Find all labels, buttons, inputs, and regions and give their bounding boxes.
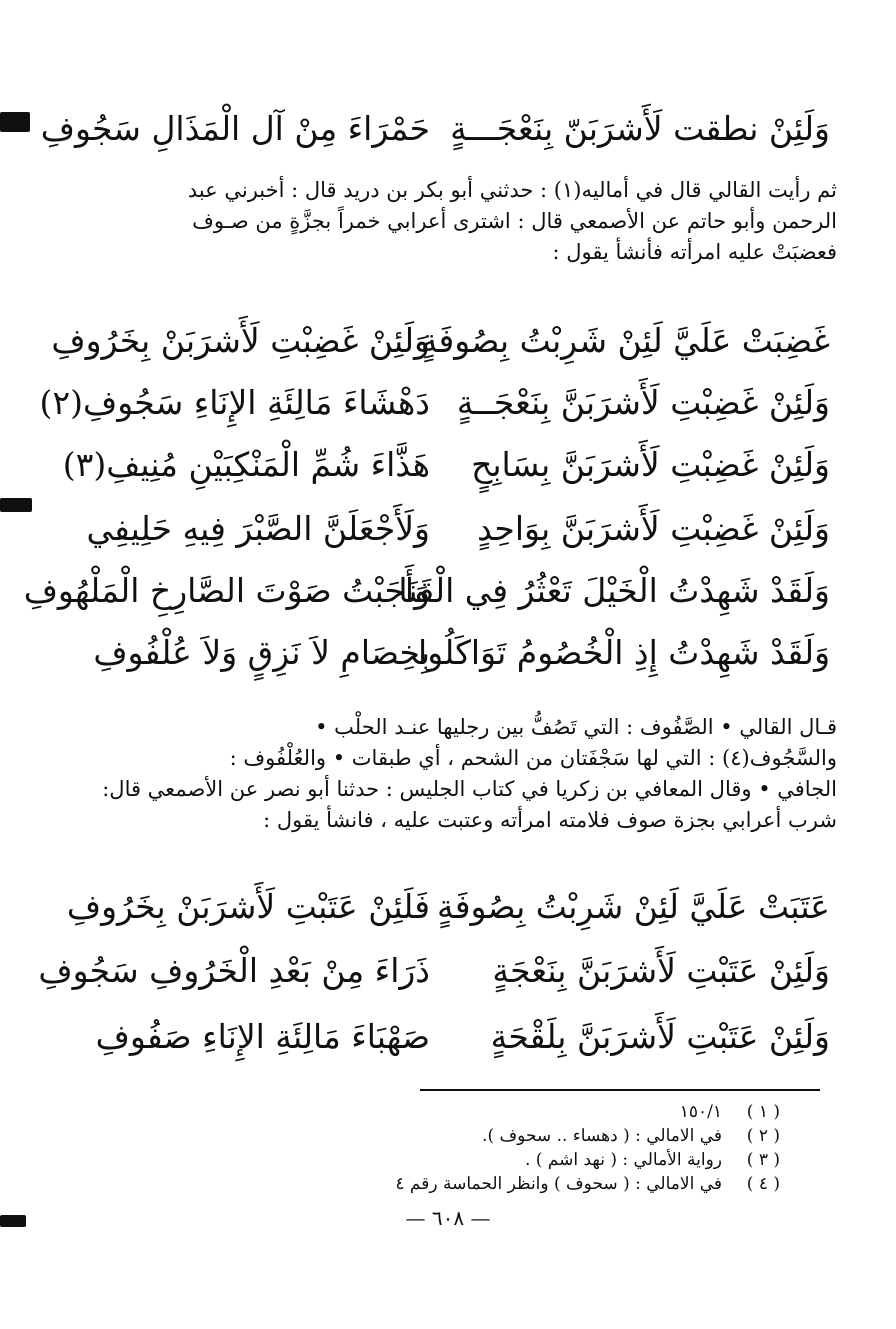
verse-first-hemistich: وَلَقَدْ شَهِدْتُ الْخَيْلَ تَعْثُرُ فِي الْقَنَا xyxy=(398,570,830,610)
poem1-verse-1 xyxy=(51,310,830,370)
poem2-verse-2 xyxy=(38,940,830,1000)
verse-first-hemistich: وَلَقَدْ شَهِدْتُ إِذِ الْخُصُومُ تَوَاكَلُوا xyxy=(418,632,830,672)
footnote-4 xyxy=(250,1172,780,1196)
verse-first-hemistich: وَلَئِنْ غَضِبْتِ لَأَشرَبَنَّ بِوَاحِدٍ xyxy=(477,508,830,548)
top-verse xyxy=(40,98,830,158)
footnote-text: في الامالي : ( سحوف ) وانظر الحماسة رقم ٤ xyxy=(395,1174,722,1194)
poem1-verse-2 xyxy=(39,372,830,432)
page-number: — ٦٠٨ — xyxy=(405,1206,491,1230)
verse-second-hemistich: هَذَّاءَ شُمِّ الْمَنْكِبَيْنِ مُنِيفِ(٣) xyxy=(62,444,430,484)
verse-first-hemistich: وَلَئِنْ غَضِبْتِ لَأَشرَبَنَّ بِنَعْجَــةٍ xyxy=(456,382,830,422)
verse-first-hemistich: عَتَبَتْ عَلَيَّ لَئِنْ شَرِبْتُ بِصُوفَةٍ xyxy=(437,886,830,926)
intro-paragraph xyxy=(92,175,837,268)
scan-mark-2 xyxy=(0,498,32,512)
prose-line: شرب أعرابي بجزة صوف فلامته امرأته وعتبت عليه ، فانشأ يقول : xyxy=(263,808,837,832)
verse-second-hemistich: حَمْرَاءَ مِنْ آل الْمَذَالِ سَجُوفِ xyxy=(40,108,430,148)
verse-second-hemistich: صَهْبَاءَ مَالِئَةِ الإِنَاءِ صَفُوفِ xyxy=(95,1016,430,1056)
poem2-verse-1 xyxy=(66,876,830,936)
footnotes xyxy=(250,1100,780,1196)
verse-second-hemistich: ذَرَاءَ مِنْ بَعْدِ الْخَرُوفِ سَجُوفِ xyxy=(38,950,430,990)
footnote-number: ( ١ ) xyxy=(746,1102,780,1122)
verse-second-hemistich: وَلَئِنْ غَضِبْتِ لَأَشرَبَنْ بِخَرُوفِ xyxy=(51,320,430,360)
footnote-number: ( ٢ ) xyxy=(746,1126,780,1146)
verse-first-hemistich: وَلَئِنْ عَتَبْتِ لَأَشرَبَنَّ بِلَقْحَةٍ xyxy=(490,1016,830,1056)
footnote-3 xyxy=(250,1148,780,1172)
verse-first-hemistich: غَضِبَتْ عَلَيَّ لَئِنْ شَرِبْتُ بِصُوفَةٍ xyxy=(420,320,830,360)
verse-first-hemistich: وَلَئِنْ غَضِبْتِ لَأَشرَبَنَّ بِسَابِحٍ xyxy=(471,444,830,484)
footnote-1 xyxy=(250,1100,780,1124)
footnote-text: رواية الأمالي : ( نهد اشم ) . xyxy=(524,1150,722,1170)
poem2-verse-3 xyxy=(95,1006,830,1066)
poem1-verse-3 xyxy=(62,434,830,494)
prose-line: ثم رأيت القالي قال في أماليه(١) : حدثني أبو بكر بن دريد قال : أخبرني عبد xyxy=(187,178,837,202)
footnote-2 xyxy=(250,1124,780,1148)
poem1-verse-5 xyxy=(23,560,830,620)
prose-line: قـال القالي • الصَّفُوف : التي تَصُفُّ بين رجليها عنـد الحلْب • xyxy=(315,715,837,739)
verse-second-hemistich: دَهْشَاءَ مَالِئَةِ الإِنَاءِ سَجُوفِ(٢) xyxy=(39,382,430,422)
footnote-number: ( ٤ ) xyxy=(746,1174,780,1194)
footnote-divider xyxy=(420,1089,820,1091)
verse-first-hemistich: وَلَئِنْ نطقت لَأَشرَبَنّ بِنَعْجَـــةٍ xyxy=(450,108,830,148)
verse-first-hemistich: وَلَئِنْ عَتَبْتِ لَأَشرَبَنَّ بِنَعْجَةٍ xyxy=(492,950,830,990)
poem1-verse-4 xyxy=(86,498,830,558)
verse-second-hemistich: بِخِصَامِ لاَ نَزِقٍ وَلاَ عُلْفُوفِ xyxy=(93,632,430,672)
verse-second-hemistich: وَلَأَجْعَلَنَّ الصَّبْرَ فِيهِ حَلِيفِي xyxy=(86,508,430,548)
verse-second-hemistich: فَلَئِنْ عَتَبْتِ لَأَشرَبَنْ بِخَرُوفِ xyxy=(66,886,430,926)
verse-second-hemistich: وَأَجَبْتُ صَوْتَ الصَّارِخِ الْمَلْهُوفِ xyxy=(23,570,430,610)
prose-line: والسَّجُوف(٤) : التي لها سَجْفَتان من الشحم ، أي طبقات • والعُلْفُوف : xyxy=(229,746,837,770)
footnote-text: ١٥٠/١ xyxy=(679,1102,722,1122)
footnote-number: ( ٣ ) xyxy=(746,1150,780,1170)
scan-mark-1 xyxy=(0,112,30,132)
footnote-text: في الامالي : ( دهساء .. سحوف ). xyxy=(482,1126,722,1146)
poem1-verse-6 xyxy=(93,622,830,682)
commentary-paragraph xyxy=(92,712,837,836)
prose-line: الجافي • وقال المعافي بن زكريا في كتاب الجليس : حدثنا أبو نصر عن الأصمعي قال: xyxy=(102,777,837,801)
prose-line: الرحمن وأبو حاتم عن الأصمعي قال : اشترى أعرابي خمراً بجزَّةٍ من صـوف xyxy=(192,209,837,233)
prose-line: فعضبَتْ عليه امرأته فأنشأ يقول : xyxy=(552,240,837,264)
